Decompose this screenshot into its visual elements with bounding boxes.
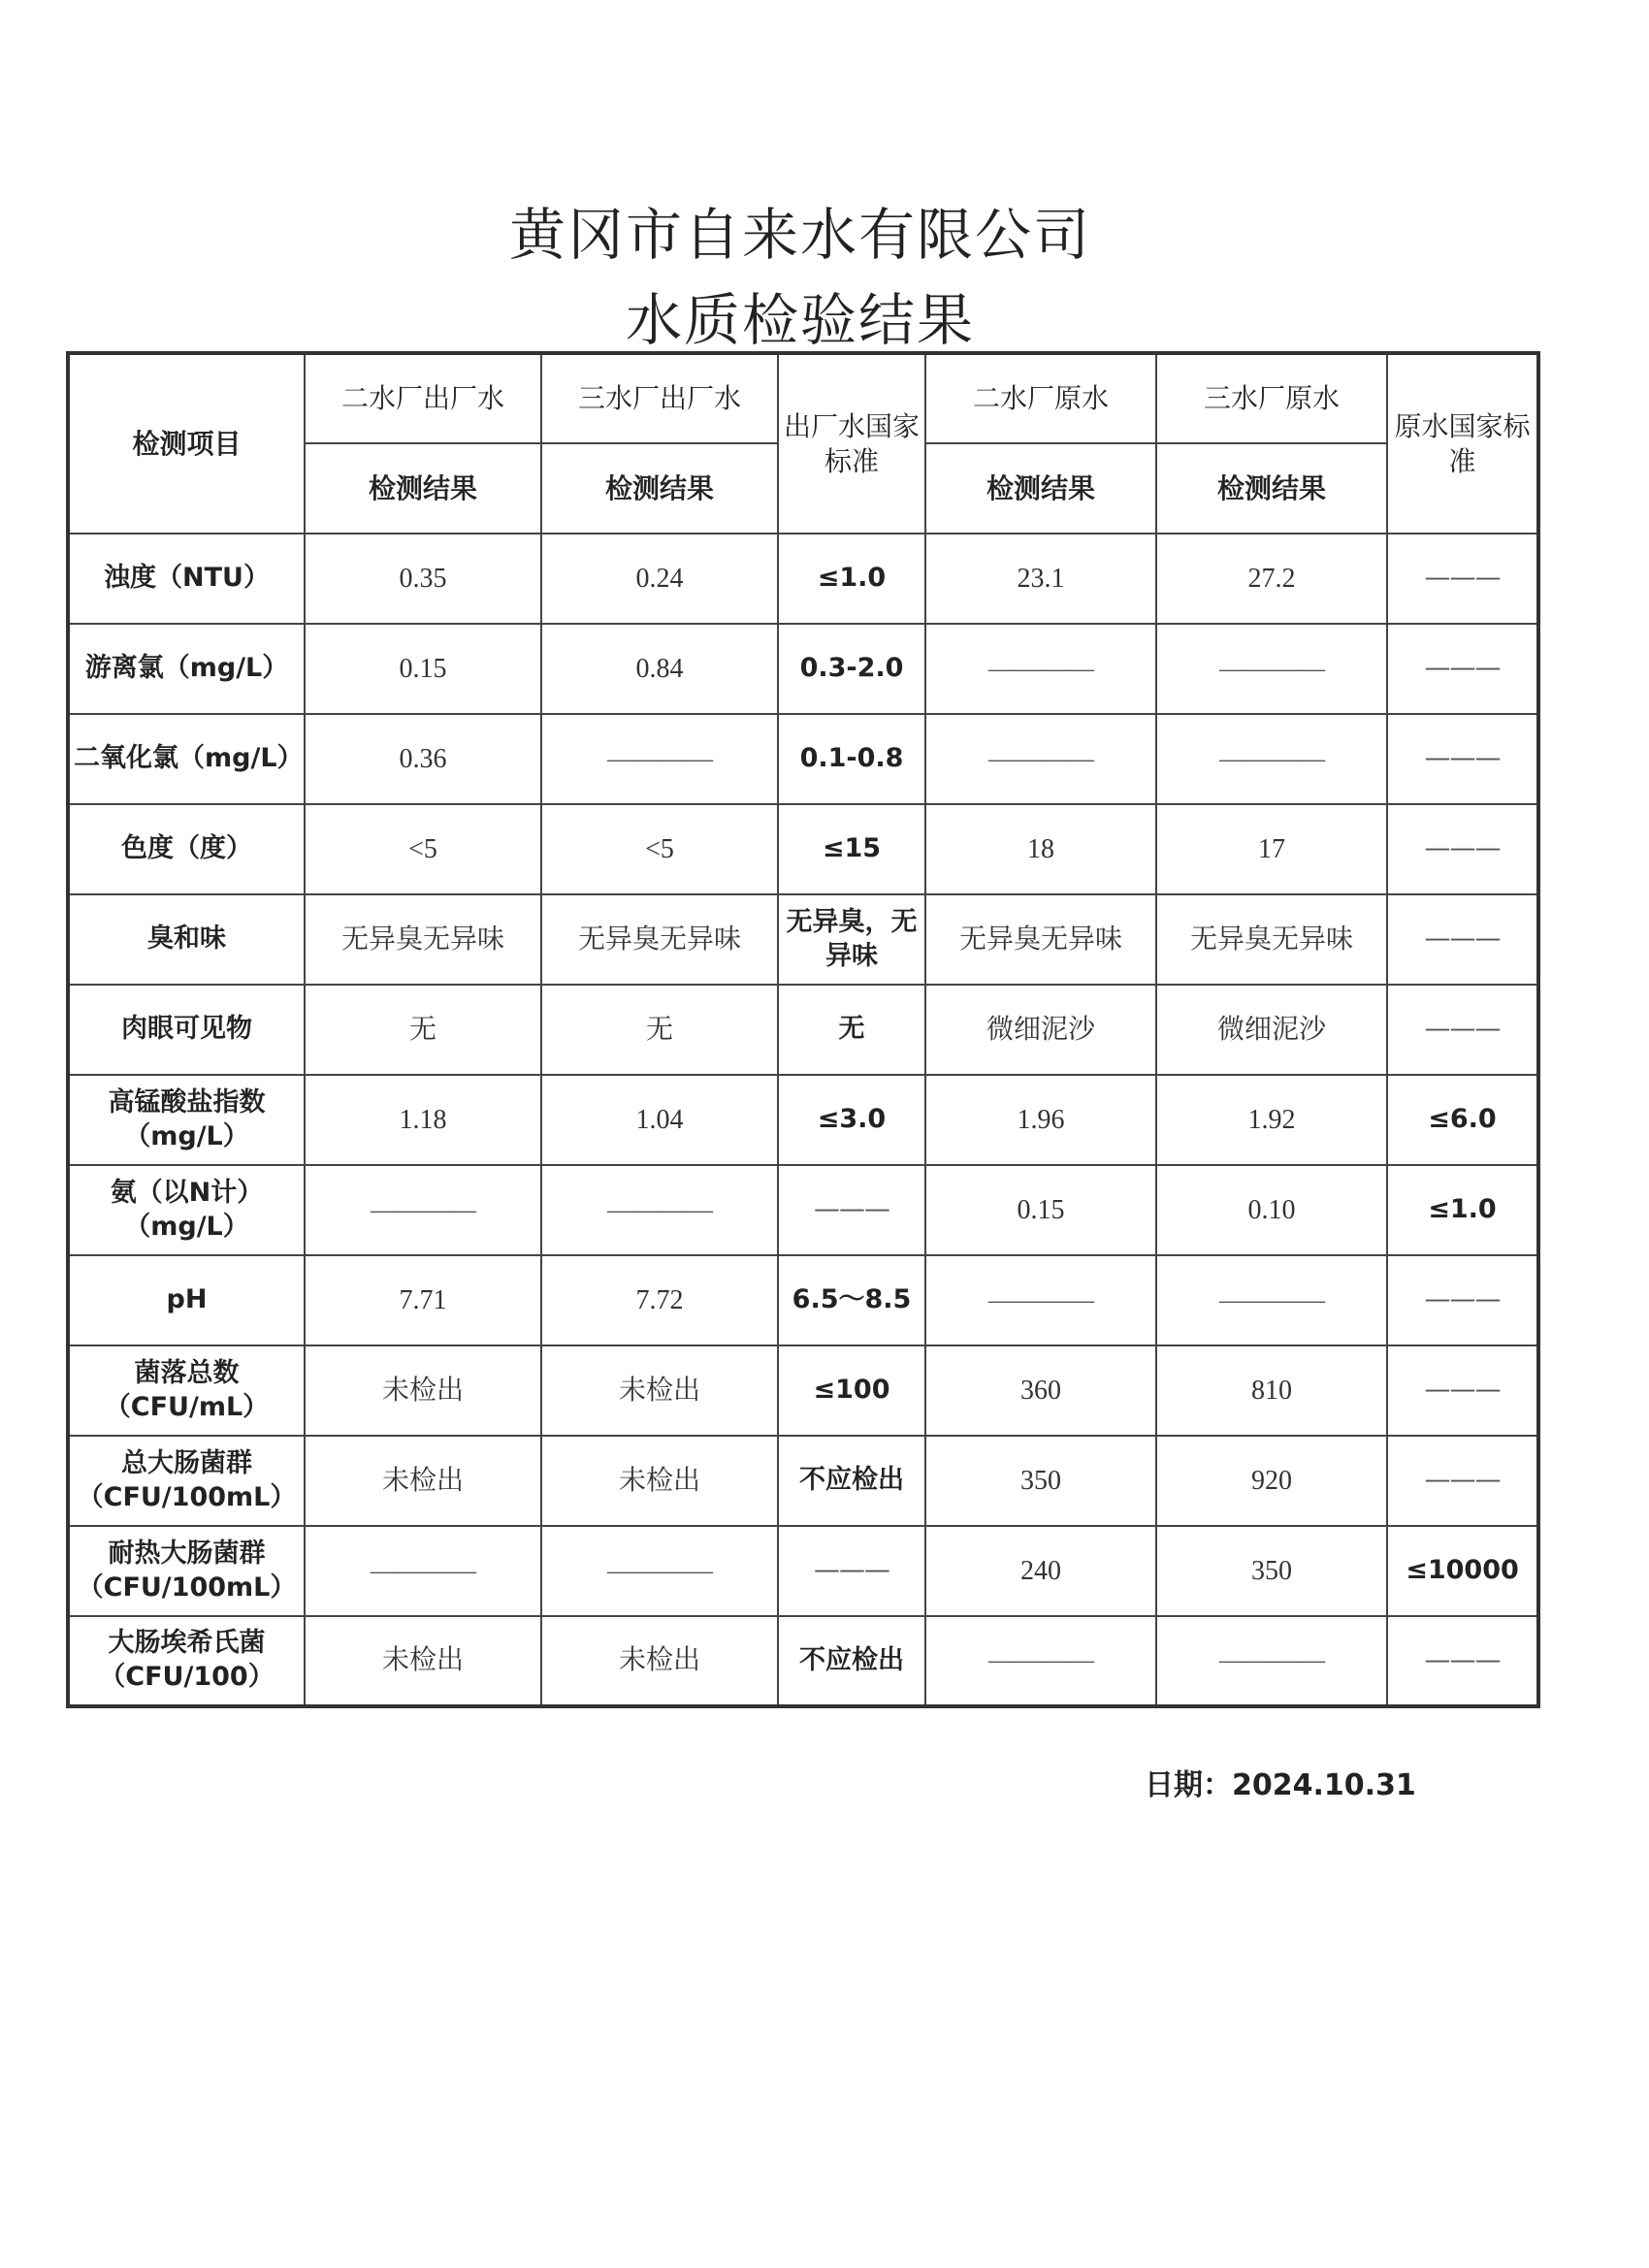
test-item-label: 浊度（NTU） xyxy=(68,534,305,624)
table-row xyxy=(68,1345,1538,1436)
plant3-outlet-result-cell: 0.84 xyxy=(541,624,778,714)
raw-standard-cell: ——— xyxy=(1387,624,1538,714)
plant3-raw-result-cell: 17 xyxy=(1156,804,1387,894)
test-item-label: 高锰酸盐指数（mg/L） xyxy=(68,1075,305,1165)
plant2-outlet-result-cell: 0.15 xyxy=(305,624,541,714)
table-row xyxy=(68,1075,1538,1165)
test-item-label: 耐热大肠菌群（CFU/100mL） xyxy=(68,1526,305,1616)
plant2-raw-result-cell: 360 xyxy=(925,1345,1156,1436)
plant3-outlet-result-cell: <5 xyxy=(541,804,778,894)
outlet-standard-cell: 不应检出 xyxy=(778,1436,925,1526)
table-row xyxy=(68,804,1538,894)
raw-standard-cell: ——— xyxy=(1387,804,1538,894)
plant2-raw-result-cell: ———— xyxy=(925,1255,1156,1345)
outlet-standard-cell: ——— xyxy=(778,1526,925,1616)
table-row xyxy=(68,1165,1538,1255)
plant2-raw-result-cell: 240 xyxy=(925,1526,1156,1616)
test-item-label: 肉眼可见物 xyxy=(68,985,305,1075)
outlet-standard-cell: ≤3.0 xyxy=(778,1075,925,1165)
plant3-outlet-result-cell: 1.04 xyxy=(541,1075,778,1165)
plant3-raw-result-cell: 920 xyxy=(1156,1436,1387,1526)
table-row xyxy=(68,1616,1538,1706)
plant3-outlet-result-cell: 无 xyxy=(541,985,778,1075)
plant2-outlet-result-cell: 未检出 xyxy=(305,1436,541,1526)
test-item-label: 二氧化氯（mg/L） xyxy=(68,714,305,804)
header-raw-national-standard: 原水国家标准 xyxy=(1387,353,1538,534)
company-title: 黄冈市自来水有限公司 xyxy=(508,202,1091,268)
report-date: 日期：2024.10.31 xyxy=(1145,1768,1416,1802)
outlet-standard-cell: 无异臭，无异味 xyxy=(778,894,925,985)
outlet-standard-cell: ≤1.0 xyxy=(778,534,925,624)
raw-standard-cell: ——— xyxy=(1387,534,1538,624)
plant2-outlet-result-cell: ———— xyxy=(305,1165,541,1255)
table-row xyxy=(68,1526,1538,1616)
outlet-standard-cell: ——— xyxy=(778,1165,925,1255)
plant2-outlet-result-cell: 无 xyxy=(305,985,541,1075)
plant3-raw-result-cell: ———— xyxy=(1156,714,1387,804)
header-plant2-outlet: 二水厂出厂水 xyxy=(305,353,541,443)
plant2-raw-result-cell: ———— xyxy=(925,714,1156,804)
plant3-outlet-result-cell: ———— xyxy=(541,1526,778,1616)
raw-standard-cell: ≤6.0 xyxy=(1387,1075,1538,1165)
header-plant3-raw: 三水厂原水 xyxy=(1156,353,1387,443)
outlet-standard-cell: 无 xyxy=(778,985,925,1075)
subheader-result: 检测结果 xyxy=(541,443,778,534)
plant3-raw-result-cell: 微细泥沙 xyxy=(1156,985,1387,1075)
plant3-raw-result-cell: ———— xyxy=(1156,624,1387,714)
header-test-item: 检测项目 xyxy=(68,353,305,534)
plant3-outlet-result-cell: ———— xyxy=(541,714,778,804)
outlet-standard-cell: 6.5～8.5 xyxy=(778,1255,925,1345)
plant2-raw-result-cell: 1.96 xyxy=(925,1075,1156,1165)
plant2-outlet-result-cell: 0.36 xyxy=(305,714,541,804)
subheader-result: 检测结果 xyxy=(1156,443,1387,534)
outlet-standard-cell: 0.3-2.0 xyxy=(778,624,925,714)
plant3-outlet-result-cell: ———— xyxy=(541,1165,778,1255)
raw-standard-cell: ——— xyxy=(1387,1436,1538,1526)
plant3-outlet-result-cell: 未检出 xyxy=(541,1436,778,1526)
header-outlet-national-standard: 出厂水国家标准 xyxy=(778,353,925,534)
header-plant2-raw: 二水厂原水 xyxy=(925,353,1156,443)
table-row xyxy=(68,534,1538,624)
test-item-label: pH xyxy=(68,1255,305,1345)
plant2-outlet-result-cell: <5 xyxy=(305,804,541,894)
plant3-outlet-result-cell: 未检出 xyxy=(541,1616,778,1706)
table-row xyxy=(68,714,1538,804)
raw-standard-cell: ——— xyxy=(1387,1255,1538,1345)
plant2-outlet-result-cell: ———— xyxy=(305,1526,541,1616)
plant3-raw-result-cell: 810 xyxy=(1156,1345,1387,1436)
raw-standard-cell: ≤10000 xyxy=(1387,1526,1538,1616)
test-item-label: 臭和味 xyxy=(68,894,305,985)
header-plant3-outlet: 三水厂出厂水 xyxy=(541,353,778,443)
outlet-standard-cell: 0.1-0.8 xyxy=(778,714,925,804)
table-row xyxy=(68,985,1538,1075)
plant3-raw-result-cell: ———— xyxy=(1156,1616,1387,1706)
plant3-outlet-result-cell: 无异臭无异味 xyxy=(541,894,778,985)
subheader-result: 检测结果 xyxy=(925,443,1156,534)
test-item-label: 游离氯（mg/L） xyxy=(68,624,305,714)
test-item-label: 菌落总数（CFU/mL） xyxy=(68,1345,305,1436)
test-item-label: 大肠埃希氏菌（CFU/100） xyxy=(68,1616,305,1706)
plant2-raw-result-cell: 0.15 xyxy=(925,1165,1156,1255)
table-row xyxy=(68,894,1538,985)
plant3-raw-result-cell: 无异臭无异味 xyxy=(1156,894,1387,985)
raw-standard-cell: ≤1.0 xyxy=(1387,1165,1538,1255)
test-item-label: 色度（度） xyxy=(68,804,305,894)
plant3-outlet-result-cell: 未检出 xyxy=(541,1345,778,1436)
test-item-label: 氨（以N计）（mg/L） xyxy=(68,1165,305,1255)
test-item-label: 总大肠菌群（CFU/100mL） xyxy=(68,1436,305,1526)
subheader-result: 检测结果 xyxy=(305,443,541,534)
plant3-raw-result-cell: 27.2 xyxy=(1156,534,1387,624)
plant2-raw-result-cell: 350 xyxy=(925,1436,1156,1526)
table-body xyxy=(68,534,1538,1706)
plant3-raw-result-cell: 350 xyxy=(1156,1526,1387,1616)
raw-standard-cell: ——— xyxy=(1387,714,1538,804)
plant2-raw-result-cell: 18 xyxy=(925,804,1156,894)
outlet-standard-cell: ≤15 xyxy=(778,804,925,894)
plant2-raw-result-cell: 微细泥沙 xyxy=(925,985,1156,1075)
table-row xyxy=(68,1255,1538,1345)
plant3-outlet-result-cell: 7.72 xyxy=(541,1255,778,1345)
water-quality-table xyxy=(66,351,1540,1708)
plant2-outlet-result-cell: 0.35 xyxy=(305,534,541,624)
plant2-outlet-result-cell: 无异臭无异味 xyxy=(305,894,541,985)
plant3-raw-result-cell: ———— xyxy=(1156,1255,1387,1345)
plant2-raw-result-cell: ———— xyxy=(925,1616,1156,1706)
plant2-outlet-result-cell: 7.71 xyxy=(305,1255,541,1345)
report-title: 水质检验结果 xyxy=(625,287,975,353)
plant3-raw-result-cell: 1.92 xyxy=(1156,1075,1387,1165)
table-row xyxy=(68,1436,1538,1526)
raw-standard-cell: ——— xyxy=(1387,985,1538,1075)
raw-standard-cell: ——— xyxy=(1387,1616,1538,1706)
table-row xyxy=(68,624,1538,714)
plant3-outlet-result-cell: 0.24 xyxy=(541,534,778,624)
plant2-outlet-result-cell: 未检出 xyxy=(305,1345,541,1436)
header-row xyxy=(68,353,1538,443)
raw-standard-cell: ——— xyxy=(1387,1345,1538,1436)
plant3-raw-result-cell: 0.10 xyxy=(1156,1165,1387,1255)
plant2-outlet-result-cell: 1.18 xyxy=(305,1075,541,1165)
outlet-standard-cell: 不应检出 xyxy=(778,1616,925,1706)
plant2-raw-result-cell: 23.1 xyxy=(925,534,1156,624)
outlet-standard-cell: ≤100 xyxy=(778,1345,925,1436)
plant2-raw-result-cell: ———— xyxy=(925,624,1156,714)
plant2-raw-result-cell: 无异臭无异味 xyxy=(925,894,1156,985)
plant2-outlet-result-cell: 未检出 xyxy=(305,1616,541,1706)
raw-standard-cell: ——— xyxy=(1387,894,1538,985)
